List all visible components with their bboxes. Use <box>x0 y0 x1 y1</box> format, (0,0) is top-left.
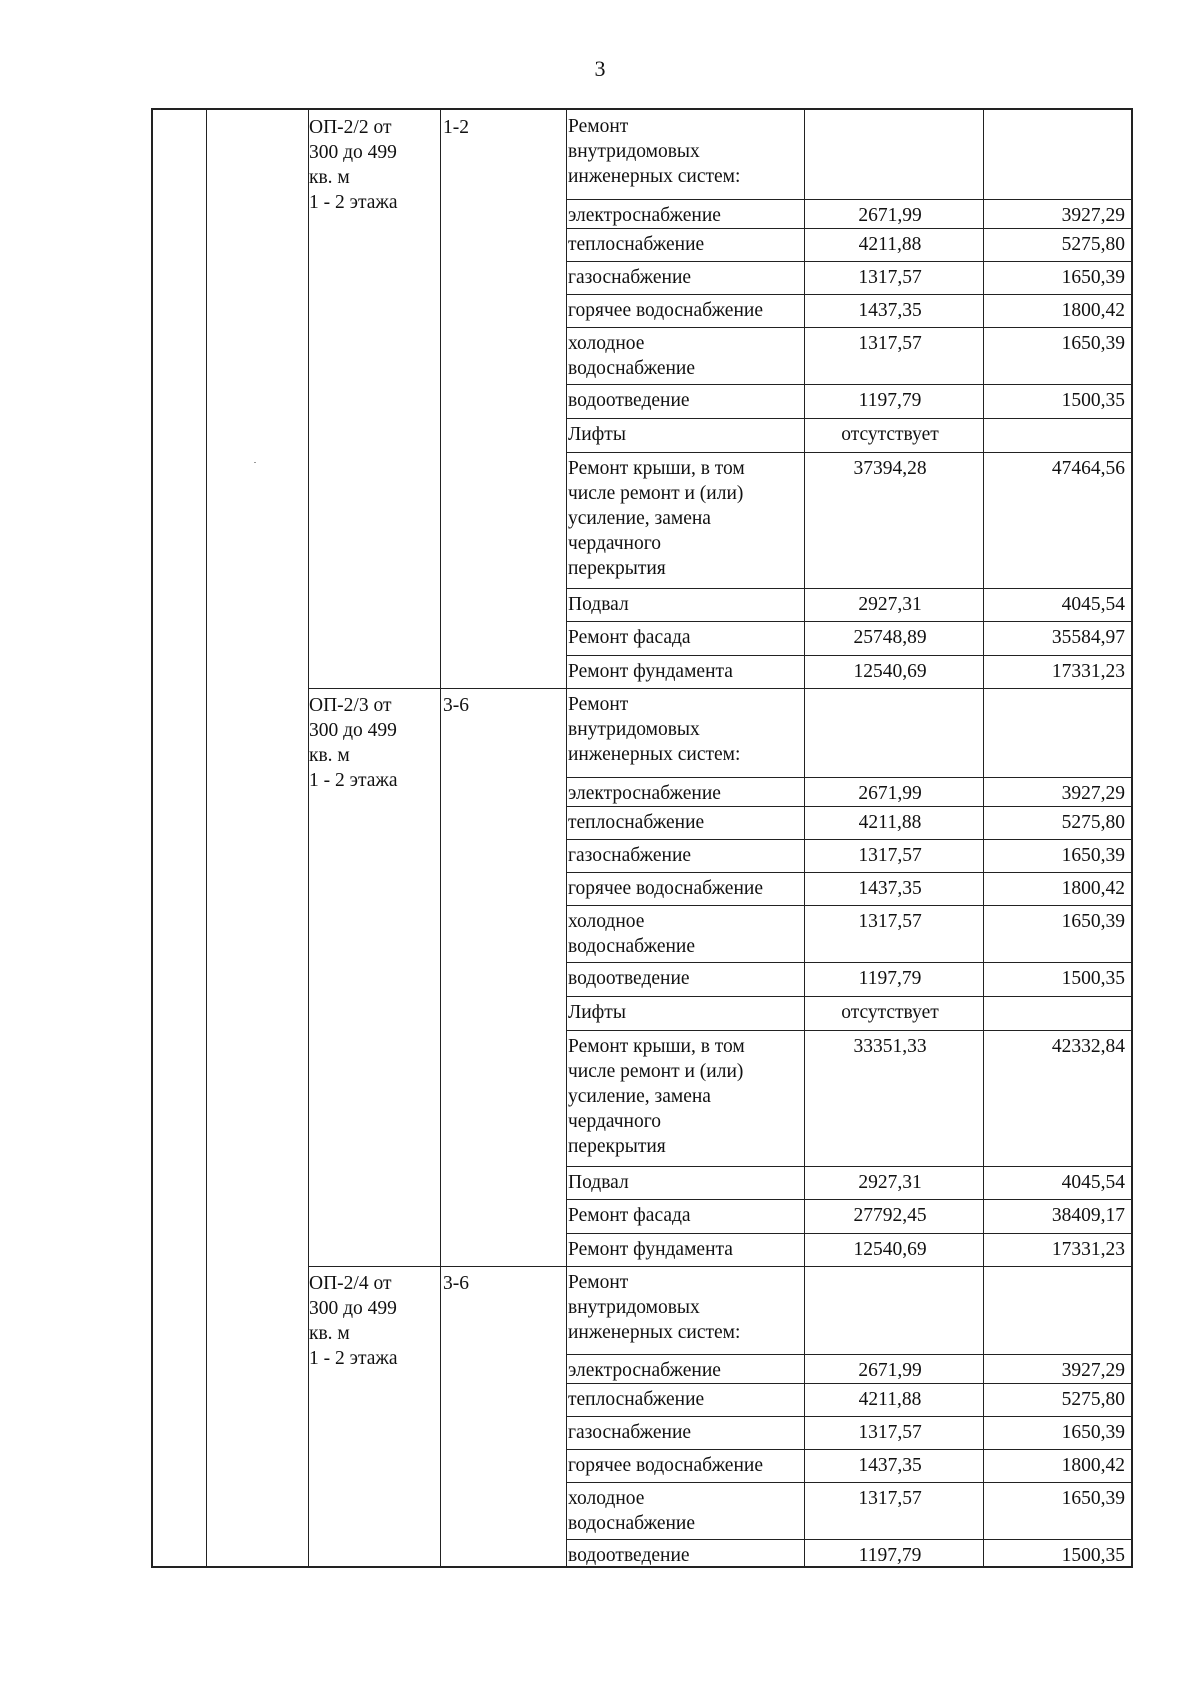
item-name: холодное водоснабжение <box>568 333 695 379</box>
item-name: горячее водоснабжение <box>568 878 763 899</box>
item-value-2: 4045,54 <box>1061 594 1125 615</box>
item-value-2: 1500,35 <box>1061 968 1125 989</box>
item-value-1: отсутствует <box>841 424 939 445</box>
item-name: Лифты <box>568 1002 626 1023</box>
item-value-2: 17331,23 <box>1051 661 1125 682</box>
group-label: ОП-2/2 от 300 до 499 кв. м 1 - 2 этажа <box>309 117 398 213</box>
item-value-2: 5275,80 <box>1061 234 1125 255</box>
item-name: холодное водоснабжение <box>568 911 695 957</box>
item-value-2: 3927,29 <box>1061 1360 1125 1381</box>
item-value-1: 4211,88 <box>858 812 922 833</box>
row-separator <box>566 1482 1133 1483</box>
item-value-2: 1500,35 <box>1061 1545 1125 1566</box>
row-separator <box>566 1030 1133 1031</box>
item-value-1: 2671,99 <box>858 783 922 804</box>
row-separator <box>566 1233 1133 1234</box>
item-name: горячее водоснабжение <box>568 1455 763 1476</box>
row-separator <box>566 1199 1133 1200</box>
row-separator <box>566 1354 1133 1355</box>
row-separator <box>566 872 1133 873</box>
group-label: ОП-2/3 от 300 до 499 кв. м 1 - 2 этажа <box>309 695 398 791</box>
item-value-2: 3927,29 <box>1061 205 1125 226</box>
page-number: 3 <box>594 56 606 81</box>
item-name: газоснабжение <box>568 1422 692 1443</box>
row-separator <box>566 199 1133 200</box>
item-value-1: 25748,89 <box>853 627 927 648</box>
item-value-1: 4211,88 <box>858 1389 922 1410</box>
item-name: Ремонт фасада <box>568 627 691 648</box>
item-name: теплоснабжение <box>568 234 705 255</box>
row-separator <box>566 1383 1133 1384</box>
item-value-1: 1317,57 <box>858 1422 922 1443</box>
row-separator <box>566 261 1133 262</box>
column-rule <box>983 110 984 1566</box>
item-value-1: 1317,57 <box>858 333 922 354</box>
item-value-2: 1650,39 <box>1061 267 1125 288</box>
group-separator <box>308 688 1133 689</box>
item-name: горячее водоснабжение <box>568 300 763 321</box>
row-separator <box>566 452 1133 453</box>
item-value-1: 2671,99 <box>858 1360 922 1381</box>
item-name: Лифты <box>568 424 626 445</box>
item-value-1: 2927,31 <box>858 594 922 615</box>
item-value-2: 17331,23 <box>1051 1239 1125 1260</box>
item-value-1: 1197,79 <box>858 968 922 989</box>
column-rule <box>440 110 441 1566</box>
scan-speck <box>254 462 256 463</box>
item-name: электроснабжение <box>568 1360 721 1381</box>
item-value-1: 1317,57 <box>858 911 922 932</box>
item-name: Ремонт фундамента <box>568 1239 733 1260</box>
item-name: электроснабжение <box>568 783 721 804</box>
item-name: Подвал <box>568 1172 629 1193</box>
row-separator <box>566 418 1133 419</box>
row-separator <box>566 839 1133 840</box>
item-value-2: 1650,39 <box>1061 911 1125 932</box>
item-value-2: 5275,80 <box>1061 812 1125 833</box>
item-value-1: 1437,35 <box>858 878 922 899</box>
row-separator <box>566 777 1133 778</box>
item-value-1: 37394,28 <box>853 458 927 479</box>
item-value-2: 1500,35 <box>1061 390 1125 411</box>
group-floors: 3-6 <box>443 695 469 716</box>
item-value-1: 27792,45 <box>853 1205 927 1226</box>
item-name: теплоснабжение <box>568 1389 705 1410</box>
column-rule <box>566 110 567 1566</box>
item-name: холодное водоснабжение <box>568 1488 695 1534</box>
row-separator <box>566 905 1133 906</box>
item-name: теплоснабжение <box>568 812 705 833</box>
row-separator <box>566 996 1133 997</box>
item-value-1: 1317,57 <box>858 845 922 866</box>
row-separator <box>566 1449 1133 1450</box>
item-value-1: 1197,79 <box>858 1545 922 1566</box>
item-name: Подвал <box>568 594 629 615</box>
item-value-1: 1317,57 <box>858 267 922 288</box>
item-value-1: 1197,79 <box>858 390 922 411</box>
item-value-2: 1800,42 <box>1061 878 1125 899</box>
item-name: Ремонт фундамента <box>568 661 733 682</box>
item-name: Ремонт фасада <box>568 1205 691 1226</box>
item-value-2: 1650,39 <box>1061 333 1125 354</box>
item-value-2: 1650,39 <box>1061 845 1125 866</box>
item-value-1: 12540,69 <box>853 1239 927 1260</box>
item-value-1: 1437,35 <box>858 1455 922 1476</box>
item-value-2: 1800,42 <box>1061 300 1125 321</box>
item-name: газоснабжение <box>568 845 692 866</box>
item-name: Ремонт крыши, в том числе ремонт и (или) усиление, замена чердачного перекрытия <box>568 1036 745 1157</box>
item-name: Ремонт крыши, в том числе ремонт и (или) усиление, замена чердачного перекрытия <box>568 458 745 579</box>
row-separator <box>566 962 1133 963</box>
item-value-2: 38409,17 <box>1051 1205 1125 1226</box>
item-value-2: 3927,29 <box>1061 783 1125 804</box>
item-value-2: 35584,97 <box>1051 627 1125 648</box>
item-value-1: 1317,57 <box>858 1488 922 1509</box>
item-value-1: отсутствует <box>841 1002 939 1023</box>
row-separator <box>566 384 1133 385</box>
item-value-1: 2927,31 <box>858 1172 922 1193</box>
row-separator <box>566 228 1133 229</box>
row-separator <box>566 621 1133 622</box>
item-value-2: 1650,39 <box>1061 1488 1125 1509</box>
item-name: водоотведение <box>568 968 690 989</box>
item-value-1: 33351,33 <box>853 1036 927 1057</box>
group-separator <box>308 1266 1133 1267</box>
item-name: газоснабжение <box>568 267 692 288</box>
group-floors: 3-6 <box>443 1273 469 1294</box>
column-rule <box>206 110 207 1566</box>
cost-table <box>151 108 1133 1568</box>
item-value-1: 12540,69 <box>853 661 927 682</box>
row-separator <box>566 1416 1133 1417</box>
row-separator <box>566 1539 1133 1540</box>
item-value-1: 4211,88 <box>858 234 922 255</box>
item-name: водоотведение <box>568 390 690 411</box>
item-value-1: 2671,99 <box>858 205 922 226</box>
item-name: Ремонт внутридомовых инженерных систем: <box>568 116 741 187</box>
item-value-2: 42332,84 <box>1051 1036 1125 1057</box>
item-value-2: 1650,39 <box>1061 1422 1125 1443</box>
column-rule <box>804 110 805 1566</box>
row-separator <box>566 806 1133 807</box>
item-name: Ремонт внутридомовых инженерных систем: <box>568 1272 741 1343</box>
item-value-2: 47464,56 <box>1051 458 1125 479</box>
item-value-2: 4045,54 <box>1061 1172 1125 1193</box>
row-separator <box>566 1166 1133 1167</box>
item-name: Ремонт внутридомовых инженерных систем: <box>568 694 741 765</box>
row-separator <box>566 327 1133 328</box>
group-label: ОП-2/4 от 300 до 499 кв. м 1 - 2 этажа <box>309 1273 398 1369</box>
row-separator <box>566 294 1133 295</box>
item-value-2: 1800,42 <box>1061 1455 1125 1476</box>
group-floors: 1-2 <box>443 117 469 138</box>
item-value-2: 5275,80 <box>1061 1389 1125 1410</box>
item-name: водоотведение <box>568 1545 690 1566</box>
row-separator <box>566 655 1133 656</box>
item-name: электроснабжение <box>568 205 721 226</box>
item-value-1: 1437,35 <box>858 300 922 321</box>
row-separator <box>566 588 1133 589</box>
